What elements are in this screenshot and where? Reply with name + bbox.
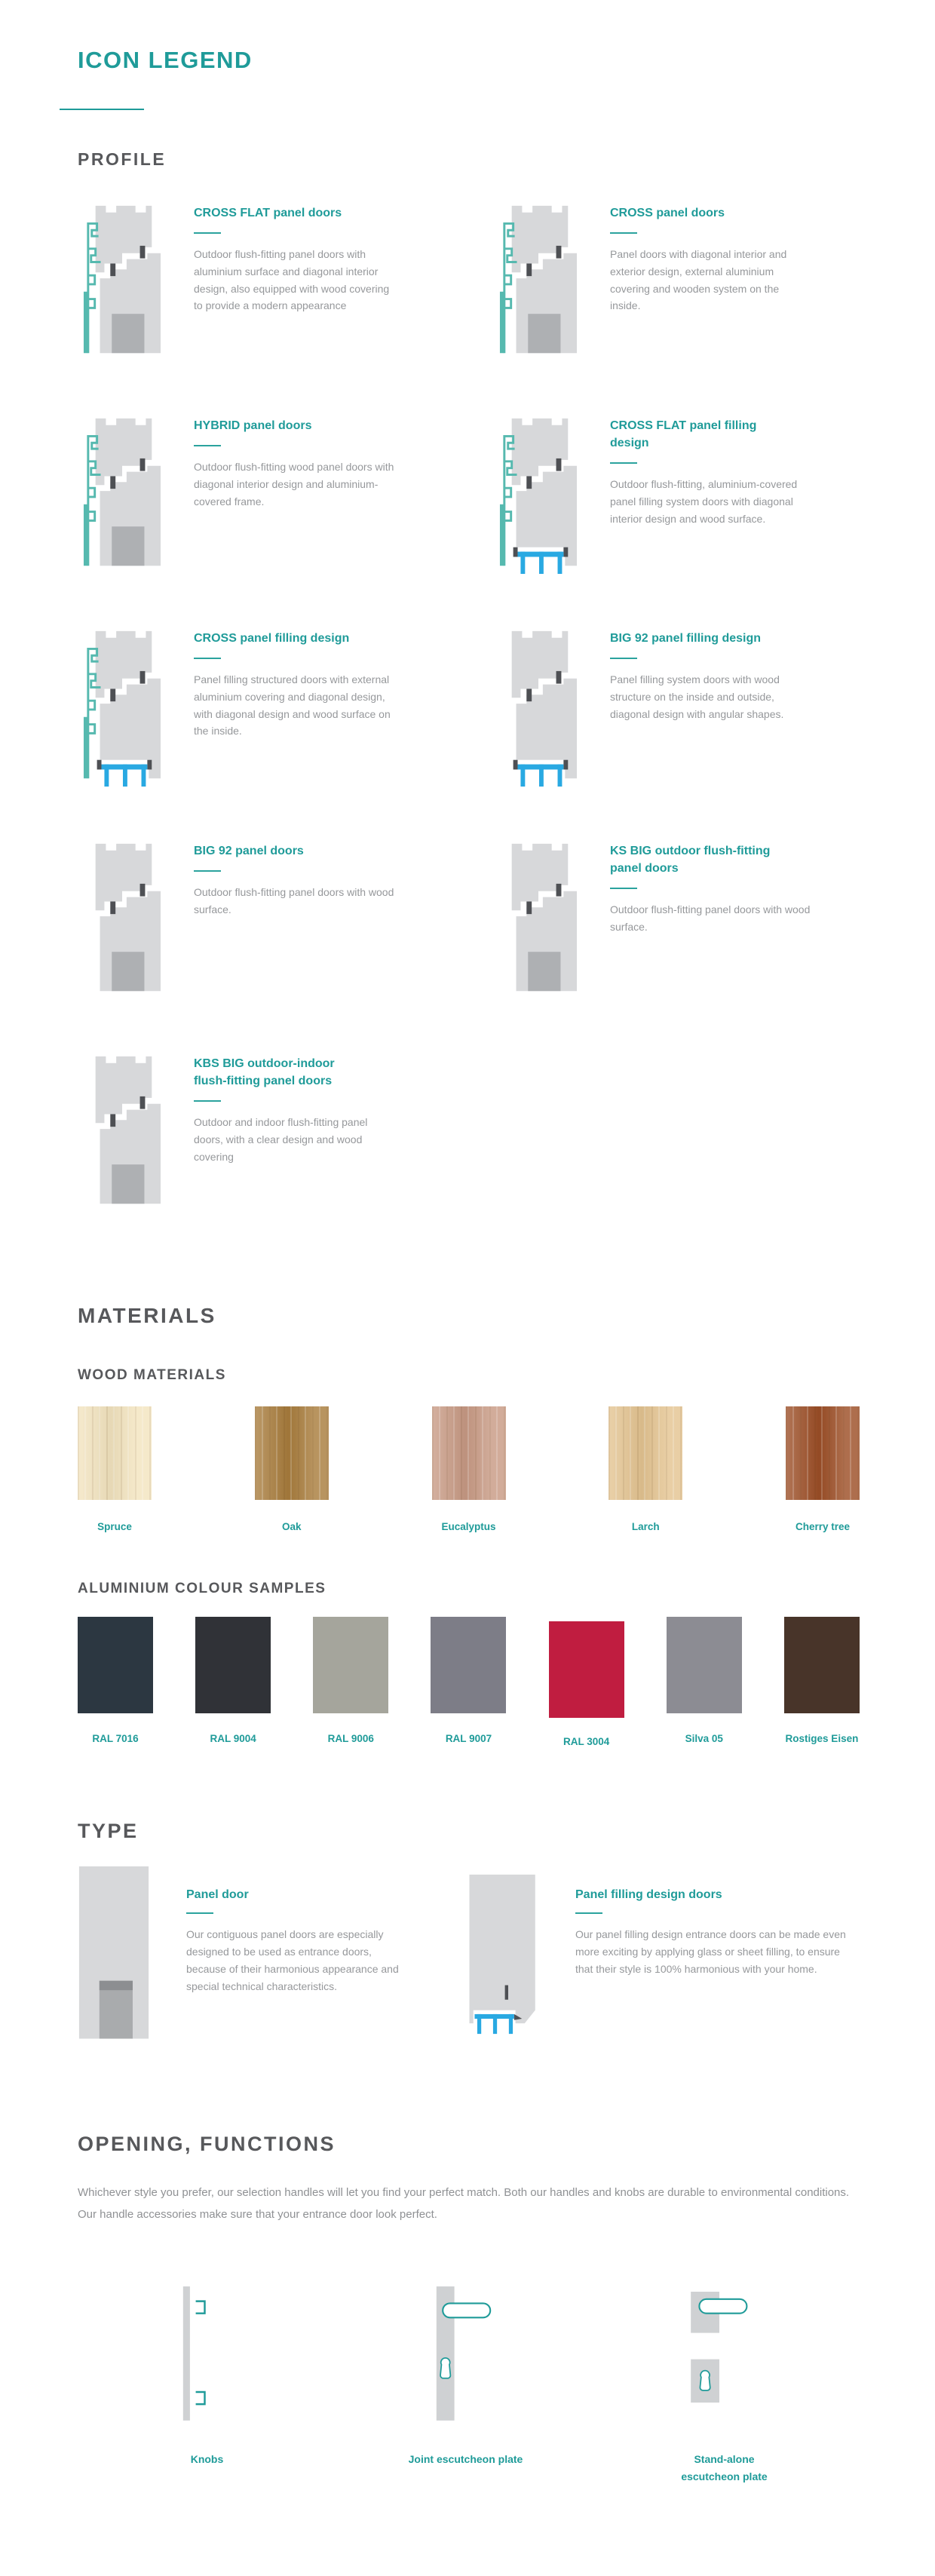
materials-section bbox=[78, 1304, 860, 1747]
title-underline bbox=[60, 109, 144, 110]
wood-sample-label: Larch bbox=[631, 1521, 660, 1532]
door-profile-icon bbox=[494, 839, 583, 1001]
page-title: ICON LEGEND bbox=[78, 47, 253, 73]
handles-row bbox=[78, 2286, 860, 2486]
wood-sample-cherry bbox=[786, 1406, 860, 1532]
type-grid bbox=[78, 1866, 860, 2048]
item-underline bbox=[194, 232, 221, 234]
alu-swatch bbox=[667, 1617, 742, 1713]
profile-item-cross-panel-doors bbox=[494, 201, 860, 363]
type-heading: TYPE bbox=[78, 1820, 139, 1842]
profile-item-cross-panel-filling bbox=[78, 627, 494, 788]
profile-item-description: Panel doors with diagonal interior and exterior design, external aluminium covering and wooden system on the inside. bbox=[610, 248, 787, 312]
handle-item-knobs bbox=[78, 2286, 336, 2486]
type-item-description: Our contiguous panel doors are especially designed to be used as entrance doors, because of their harmonious appearance and special technical characteristics. bbox=[186, 1928, 399, 1993]
wood-sample-label: Cherry tree bbox=[795, 1521, 851, 1532]
alu-sample-ral3004 bbox=[549, 1617, 624, 1747]
alu-swatch bbox=[549, 1621, 624, 1718]
profile-heading: PROFILE bbox=[78, 149, 167, 169]
profile-item-description: Outdoor flush-fitting panel doors with wood surface. bbox=[610, 903, 811, 934]
alu-sample-label: RAL 9006 bbox=[327, 1733, 374, 1744]
profile-item-description: Outdoor flush-fitting, aluminium-covered panel filling system doors with diagonal interior design and wood surface. bbox=[610, 478, 798, 525]
alu-swatch bbox=[431, 1617, 506, 1713]
alu-swatch bbox=[313, 1617, 388, 1713]
profile-section bbox=[78, 149, 860, 1213]
door-profile-icon bbox=[78, 201, 167, 363]
wood-samples-row bbox=[78, 1406, 860, 1532]
profile-item-description: Outdoor and indoor flush-fitting panel doors, with a clear design and wood covering bbox=[194, 1116, 368, 1163]
handle-label: Knobs bbox=[190, 2452, 224, 2465]
profile-item-description: Outdoor flush-fitting wood panel doors with diagonal interior design and aluminium-covered frame. bbox=[194, 461, 394, 508]
item-underline bbox=[610, 888, 637, 889]
profile-item-title: CROSS FLAT panel doors bbox=[194, 207, 342, 219]
wood-swatch bbox=[255, 1406, 329, 1500]
item-underline bbox=[194, 445, 221, 446]
alu-sample-label: RAL 3004 bbox=[563, 1736, 610, 1747]
item-underline bbox=[610, 232, 637, 234]
wood-sample-label: Eucalyptus bbox=[441, 1521, 496, 1532]
item-underline bbox=[575, 1912, 602, 1914]
profile-item-hybrid-panel-doors bbox=[78, 414, 494, 575]
type-section bbox=[78, 1820, 860, 2048]
type-item-description: Our panel filling design entrance doors can be made even more exciting by applying glass or sheet filling, to ensure that their style is 100% harmonious with your home. bbox=[575, 1928, 846, 1976]
alu-swatch bbox=[195, 1617, 271, 1713]
alu-sample-ral7016 bbox=[78, 1617, 153, 1747]
wood-swatch bbox=[786, 1406, 860, 1500]
profile-item-description: Panel filling system doors with wood structure on the inside and outside, diagonal design with angular shapes. bbox=[610, 673, 784, 720]
item-underline bbox=[186, 1912, 213, 1914]
profile-item-title: BIG 92 panel filling design bbox=[610, 632, 762, 645]
wood-sample-eucalyptus bbox=[432, 1406, 506, 1532]
handle-label: Joint escutcheon plate bbox=[408, 2452, 523, 2465]
alu-sample-ral9006 bbox=[313, 1617, 388, 1747]
alu-sample-rostiges-eisen bbox=[784, 1617, 860, 1747]
knobs-icon bbox=[170, 2286, 244, 2424]
profile-item-title: BIG 92 panel doors bbox=[194, 845, 304, 857]
type-item-title: Panel door bbox=[186, 1888, 249, 1901]
profile-item-title: CROSS FLAT panel filling design bbox=[610, 419, 757, 450]
item-underline bbox=[194, 1100, 221, 1102]
wood-sample-oak bbox=[255, 1406, 329, 1532]
alu-sample-label: RAL 9004 bbox=[210, 1733, 256, 1744]
opening-description: Whichever style you prefer, our selection handles will let you find your perfect match. Both our handles and knobs are durable to environmental conditions. Our handle accessories make sure that your entrance door look perfect. bbox=[78, 2186, 850, 2222]
alu-sample-label: Silva 05 bbox=[685, 1733, 723, 1744]
door-profile-icon bbox=[78, 414, 167, 575]
opening-heading: OPENING, FUNCTIONS bbox=[78, 2133, 336, 2155]
profile-item-description: Outdoor flush-fitting panel doors with wood surface. bbox=[194, 886, 394, 915]
wood-sample-label: Oak bbox=[281, 1521, 302, 1532]
item-underline bbox=[194, 658, 221, 659]
panel-filling-design-door-icon bbox=[467, 1866, 539, 2048]
profile-item-title: CROSS panel doors bbox=[610, 207, 725, 219]
type-item-panel-filling-design bbox=[467, 1866, 860, 2048]
wood-swatch bbox=[609, 1406, 682, 1500]
wood-swatch bbox=[432, 1406, 506, 1500]
alu-sample-ral9007 bbox=[431, 1617, 506, 1747]
alu-swatch bbox=[78, 1617, 153, 1713]
profile-item-title: CROSS panel filling design bbox=[194, 632, 350, 645]
alu-sample-label: Rostiges Eisen bbox=[785, 1733, 859, 1744]
wood-materials-heading: WOOD MATERIALS bbox=[78, 1367, 226, 1383]
alu-sample-label: RAL 7016 bbox=[92, 1733, 139, 1744]
aluminium-samples-row bbox=[78, 1617, 860, 1747]
wood-sample-label: Spruce bbox=[97, 1521, 132, 1532]
handle-label: Stand-alone escutcheon plate bbox=[681, 2452, 768, 2482]
wood-swatch bbox=[78, 1406, 152, 1500]
joint-escutcheon-plate-icon bbox=[413, 2286, 519, 2424]
door-profile-icon bbox=[78, 627, 167, 788]
profile-item-description: Panel filling structured doors with external aluminium covering and diagonal design, with diagonal design and wood surface on the inside. bbox=[194, 673, 391, 738]
item-underline bbox=[610, 658, 637, 659]
profile-item-title: KBS BIG outdoor-indoor flush-fitting panel doors bbox=[194, 1057, 335, 1088]
wood-sample-spruce bbox=[78, 1406, 152, 1532]
item-underline bbox=[194, 870, 221, 872]
aluminium-samples-heading: ALUMINIUM COLOUR SAMPLES bbox=[78, 1581, 326, 1596]
door-profile-icon bbox=[494, 201, 583, 363]
alu-sample-silva05 bbox=[667, 1617, 742, 1747]
door-profile-icon bbox=[494, 414, 583, 575]
wood-sample-larch bbox=[609, 1406, 682, 1532]
door-profile-icon bbox=[494, 627, 583, 788]
alu-sample-ral9004 bbox=[195, 1617, 271, 1747]
door-profile-icon bbox=[78, 1052, 167, 1213]
type-item-panel-door bbox=[78, 1866, 467, 2048]
handle-item-standalone-escutcheon bbox=[595, 2286, 854, 2486]
profile-item-kbs-big bbox=[78, 1052, 494, 1213]
handle-item-joint-escutcheon bbox=[336, 2286, 595, 2486]
profile-item-description: Outdoor flush-fitting panel doors with aluminium surface and diagonal interior design, also equipped with wood covering to provide a modern appearance bbox=[194, 248, 390, 312]
profile-grid bbox=[78, 201, 860, 1213]
profile-item-title: KS BIG outdoor flush-fitting panel doors bbox=[610, 845, 771, 876]
profile-item-title: HYBRID panel doors bbox=[194, 419, 312, 432]
stand-alone-escutcheon-plate-icon bbox=[672, 2286, 777, 2424]
profile-item-big92-panel-doors bbox=[78, 839, 494, 1001]
materials-heading: MATERIALS bbox=[78, 1304, 216, 1327]
panel-door-icon bbox=[78, 1866, 150, 2048]
door-profile-icon bbox=[78, 839, 167, 1001]
alu-swatch bbox=[784, 1617, 860, 1713]
profile-item-cross-flat-panel-filling bbox=[494, 414, 860, 575]
profile-item-ks-big bbox=[494, 839, 860, 1001]
type-item-title: Panel filling design doors bbox=[575, 1888, 722, 1901]
item-underline bbox=[610, 462, 637, 464]
opening-functions-section bbox=[78, 2133, 860, 2486]
profile-item-big92-panel-filling bbox=[494, 627, 860, 788]
alu-sample-label: RAL 9007 bbox=[445, 1733, 492, 1744]
profile-item-cross-flat-panel-doors bbox=[78, 201, 494, 363]
